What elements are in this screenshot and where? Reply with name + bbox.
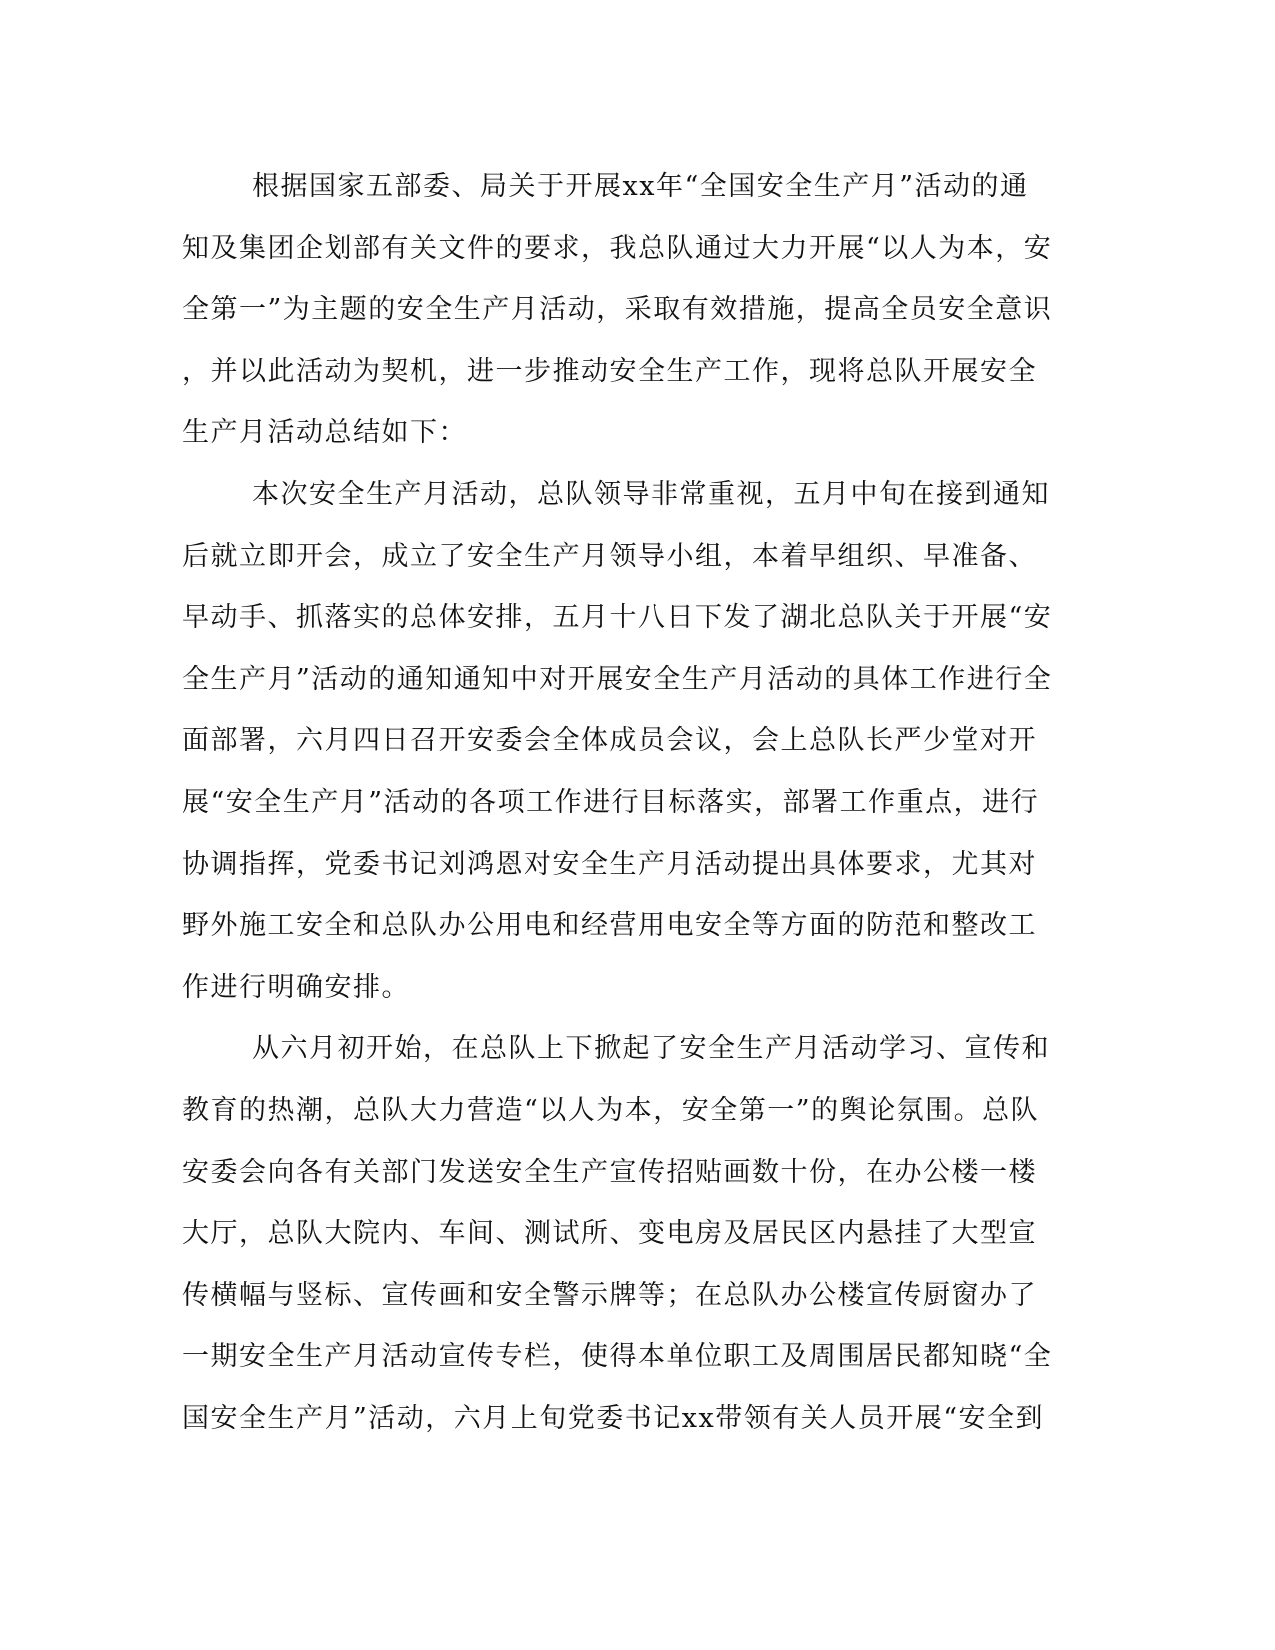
text-line: 早动手、抓落实的总体安排，五月十八日下发了湖北总队关于开展“安 [182,602,1053,634]
text-line: 从六月初开始，在总队上下掀起了安全生产月活动学习、宣传和 [252,1033,1050,1065]
text-line: 面部署，六月四日召开安委会全体成员会议，会上总队长严少堂对开 [182,725,1037,757]
text-line: 展“安全生产月”活动的各项工作进行目标落实，部署工作重点，进行 [182,786,1040,818]
text-line: 安委会向各有关部门发送安全生产宣传招贴画数十份，在办公楼一楼 [182,1156,1037,1188]
text-line: 野外施工安全和总队办公用电和经营用电安全等方面的防范和整改工 [182,910,1037,942]
text-line: 生产月活动总结如下： [182,417,467,449]
paragraph-3 [182,1018,1053,1449]
text-line: 全生产月”活动的通知通知中对开展安全生产月活动的具体工作进行全 [182,663,1053,695]
text-line: 本次安全生产月活动，总队领导非常重视，五月中旬在接到通知 [252,478,1050,510]
document-body [182,156,1053,1449]
text-line: ，并以此活动为契机，进一步推动安全生产工作，现将总队开展安全 [182,355,1037,387]
text-line: 一期安全生产月活动宣传专栏，使得本单位职工及周围居民都知晓“全 [182,1341,1053,1373]
text-line: 协调指挥，党委书记刘鸿恩对安全生产月活动提出具体要求，尤其对 [182,848,1037,880]
text-line: 全第一”为主题的安全生产月活动，采取有效措施，提高全员安全意识 [182,294,1053,326]
text-line: 国安全生产月”活动，六月上旬党委书记xx带领有关人员开展“安全到 [182,1402,1045,1434]
paragraph-1 [182,156,1053,464]
text-line: 大厅，总队大院内、车间、测试所、变电房及居民区内悬挂了大型宣 [182,1218,1037,1250]
paragraph-2 [182,464,1053,1018]
text-line: 知及集团企划部有关文件的要求，我总队通过大力开展“以人为本，安 [182,232,1053,264]
text-line: 教育的热潮，总队大力营造“以人为本，安全第一”的舆论氛围。总队 [182,1094,1040,1126]
text-line: 作进行明确安排。 [182,971,410,1003]
text-line: 传横幅与竖标、宣传画和安全警示牌等；在总队办公楼宣传厨窗办了 [182,1279,1037,1311]
text-line: 后就立即开会，成立了安全生产月领导小组，本着早组织、早准备、 [182,540,1037,572]
text-line: 根据国家五部委、局关于开展xx年“全国安全生产月”活动的通 [252,171,1029,202]
